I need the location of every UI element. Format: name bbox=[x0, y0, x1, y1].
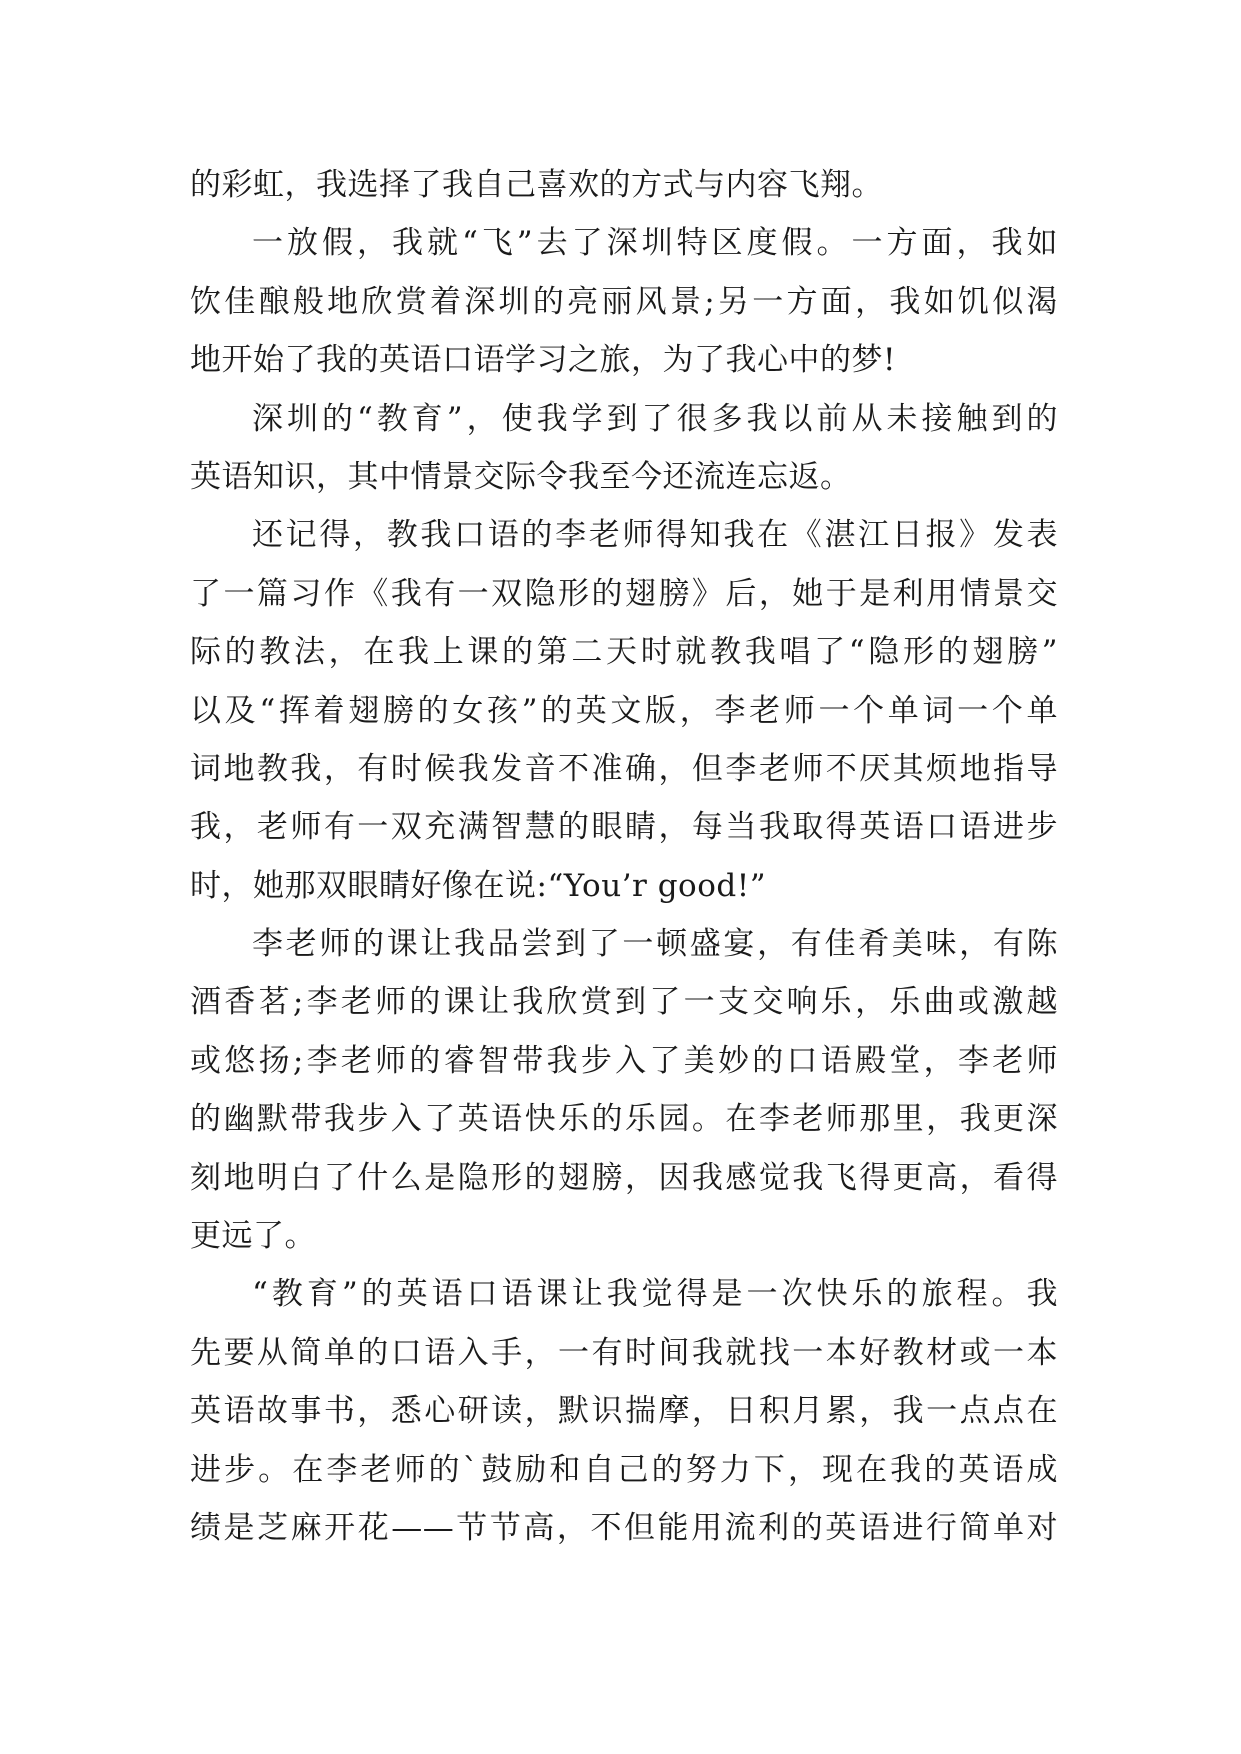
text-line: 我，老师有一双充满智慧的眼睛，每当我取得英语口语进步 bbox=[190, 809, 1058, 846]
text-line: 英语知识，其中情景交际令我至今还流连忘返。 bbox=[190, 458, 852, 495]
text-line: 的幽默带我步入了英语快乐的乐园。在李老师那里，我更深 bbox=[190, 1101, 1058, 1138]
text-line: 以及“挥着翅膀的女孩”的英文版，李老师一个单词一个单 bbox=[190, 692, 1058, 729]
text-line: 李老师的课让我品尝到了一顿盛宴，有佳肴美味，有陈 bbox=[252, 926, 1058, 963]
text-line: 时，她那双眼睛好像在说:“You’r good!” bbox=[190, 867, 767, 904]
text-line: 酒香茗;李老师的课让我欣赏到了一支交响乐，乐曲或激越 bbox=[190, 984, 1058, 1021]
document-body bbox=[190, 156, 1058, 1557]
text-line: 进步。在李老师的`鼓励和自己的努力下，现在我的英语成 bbox=[190, 1451, 1058, 1488]
text-line: 词地教我，有时候我发音不准确，但李老师不厌其烦地指导 bbox=[190, 750, 1058, 787]
text-line: 或悠扬;李老师的睿智带我步入了美妙的口语殿堂，李老师 bbox=[190, 1042, 1058, 1079]
text-line: 更远了。 bbox=[190, 1218, 316, 1255]
text-line: 一放假，我就“飞”去了深圳特区度假。一方面，我如 bbox=[252, 225, 1058, 262]
text-line: 饮佳酿般地欣赏着深圳的亮丽风景;另一方面，我如饥似渴 bbox=[190, 283, 1058, 320]
text-line: 地开始了我的英语口语学习之旅，为了我心中的梦! bbox=[190, 342, 896, 379]
text-line: 英语故事书，悉心研读，默识揣摩，日积月累，我一点点在 bbox=[190, 1393, 1058, 1430]
text-line: 刻地明白了什么是隐形的翅膀，因我感觉我飞得更高，看得 bbox=[190, 1159, 1058, 1196]
text-line: 了一篇习作《我有一双隐形的翅膀》后，她于是利用情景交 bbox=[190, 575, 1058, 612]
text-line: 的彩虹，我选择了我自己喜欢的方式与内容飞翔。 bbox=[190, 167, 883, 203]
text-line: 还记得，教我口语的李老师得知我在《湛江日报》发表 bbox=[252, 517, 1058, 554]
text-line: 先要从简单的口语入手，一有时间我就找一本好教材或一本 bbox=[190, 1334, 1058, 1371]
text-line: 深圳的“教育”，使我学到了很多我以前从未接触到的 bbox=[252, 400, 1058, 437]
text-line: “教育”的英语口语课让我觉得是一次快乐的旅程。我 bbox=[252, 1276, 1058, 1313]
text-line: 际的教法，在我上课的第二天时就教我唱了“隐形的翅膀” bbox=[190, 634, 1058, 671]
text-line: 绩是芝麻开花——节节高，不但能用流利的英语进行简单对 bbox=[190, 1509, 1058, 1546]
